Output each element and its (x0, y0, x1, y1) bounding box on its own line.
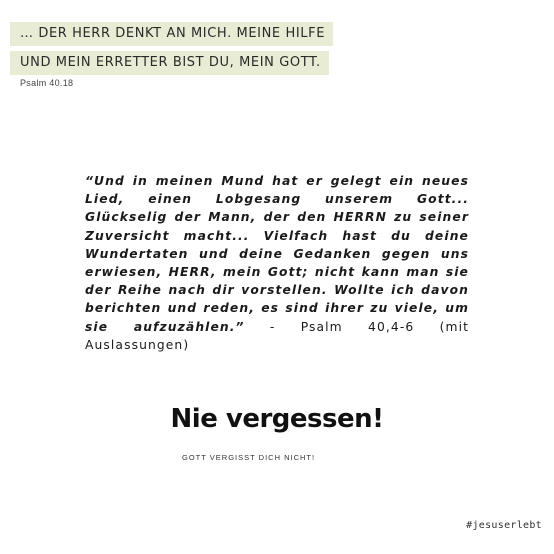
subtitle: GOTT VERGISST DICH NICHT! (182, 453, 316, 462)
header-line-2: UND MEIN ERRETTER BIST DU, MEIN GOTT. (10, 51, 329, 75)
hashtag: #jesuserlebt (466, 520, 542, 531)
quote-text: “Und in meinen Mund hat er gelegt ein neues Lied, einen Lobgesang unserem Gott... Glückselig der Mann, der den HERRN zu seiner Zuversicht macht... Vielfach hast du deine Wundertaten und deine Gedanken gegen uns erwiesen, HERR, mein Gott; nicht kann man sie der Reihe nach dir vorstellen. Wollte ich davon berichten und reden, es sind ihrer zu viele, um sie aufzuzählen.” (85, 174, 469, 334)
header-line-1: … DER HERR DENKT AN MICH. MEINE HILFE (10, 22, 333, 46)
page-title: Nie vergessen! (170, 404, 384, 434)
quote-block (85, 172, 469, 354)
psalm-reference: Psalm 40.18 (20, 78, 74, 88)
quote-citation: - Psalm 40,4-6 (mit Auslassungen) (85, 319, 470, 352)
